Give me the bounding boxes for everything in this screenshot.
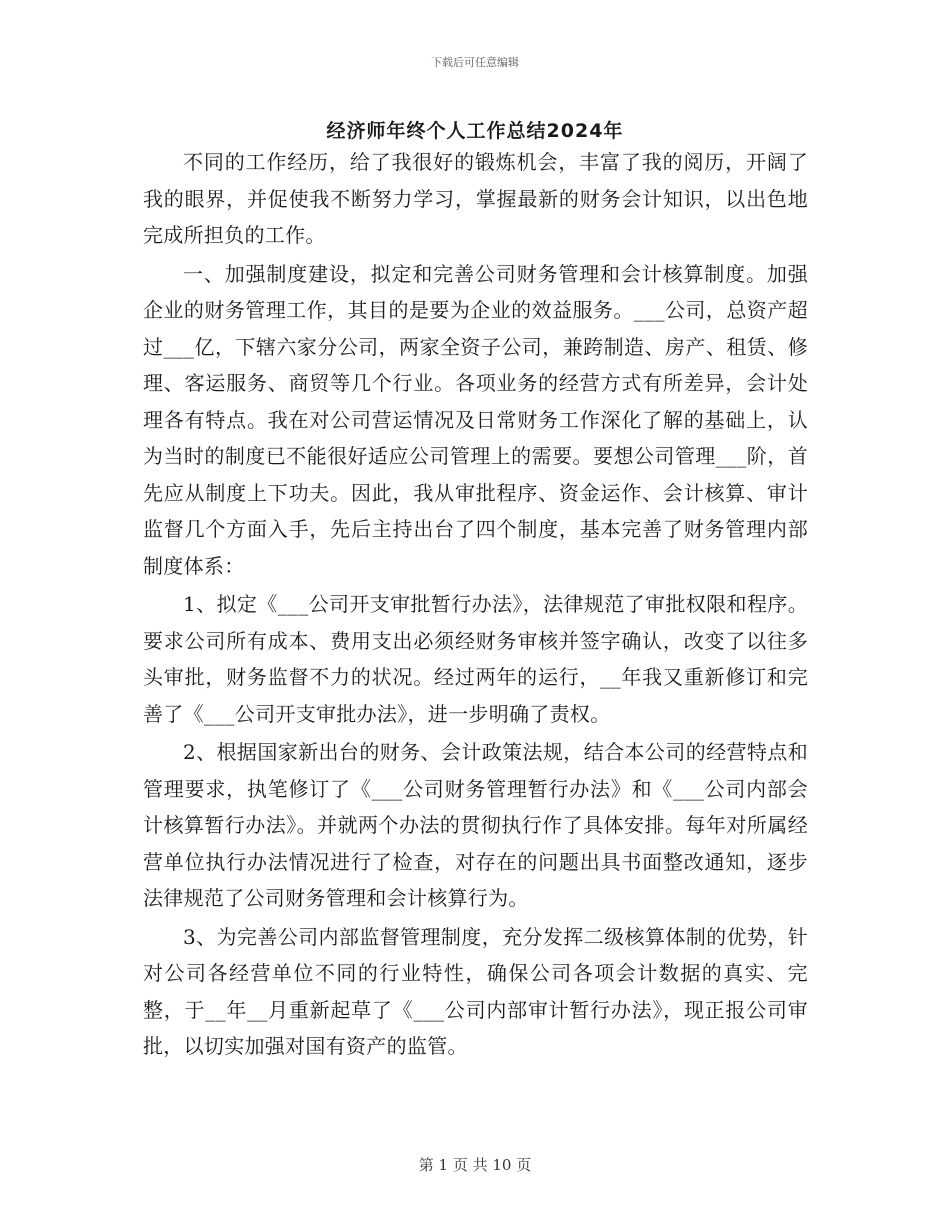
page-number-footer: 第 1 页 共 10 页	[418, 1156, 532, 1174]
header-note: 下载后可任意编辑	[431, 56, 519, 69]
paragraph-item-1: 1、拟定《___公司开支审批暂行办法》，法律规范了审批权限和程序。要求公司所有成本、费用支出必须经财务审核并签字确认，改变了以往多头审批，财务监督不力的状况。经过两年的运行，__年我又重新修订和完善了《___公司开支审批办法》，进一步明确了责权。	[143, 592, 808, 726]
paragraph-item-3: 3、为完善公司内部监督管理制度，充分发挥二级核算体制的优势，针对公司各经营单位不同的行业特性，确保公司各项会计数据的真实、完整，于__年__月重新起草了《___公司内部审计暂行办法》，现正报公司审批，以切实加强对国有资产的监管。	[143, 924, 808, 1058]
paragraph-item-2: 2、根据国家新出台的财务、会计政策法规，结合本公司的经营特点和管理要求，执笔修订了《___公司财务管理暂行办法》和《___公司内部会计核算暂行办法》。并就两个办法的贯彻执行作了具体安排。每年对所属经营单位执行办法情况进行了检查，对存在的问题出具书面整改通知，逐步法律规范了公司财务管理和会计核算行为。	[143, 740, 808, 910]
paragraph-section-1: 一、加强制度建设，拟定和完善公司财务管理和会计核算制度。加强企业的财务管理工作，其目的是要为企业的效益服务。___公司，总资产超过___亿，下辖六家分公司，两家全资子公司，兼跨制造、房产、租赁、修理、客运服务、商贸等几个行业。各项业务的经营方式有所差异，会计处理各有特点。我在对公司营运情况及日常财务工作深化了解的基础上，认为当时的制度已不能很好适应公司管理上的需要。要想公司管理___阶，首先应从制度上下功夫。因此，我从审批程序、资金运作、会计核算、审计监督几个方面入手，先后主持出台了四个制度，基本完善了财务管理内部制度体系：	[143, 261, 808, 578]
paragraph-intro: 不同的工作经历，给了我很好的锻炼机会，丰富了我的阅历，开阔了我的眼界，并促使我不断努力学习，掌握最新的财务会计知识，以出色地完成所担负的工作。	[143, 150, 808, 247]
document-body	[143, 144, 808, 1067]
document-title: 经济师年终个人工作总结2024年	[326, 120, 624, 142]
